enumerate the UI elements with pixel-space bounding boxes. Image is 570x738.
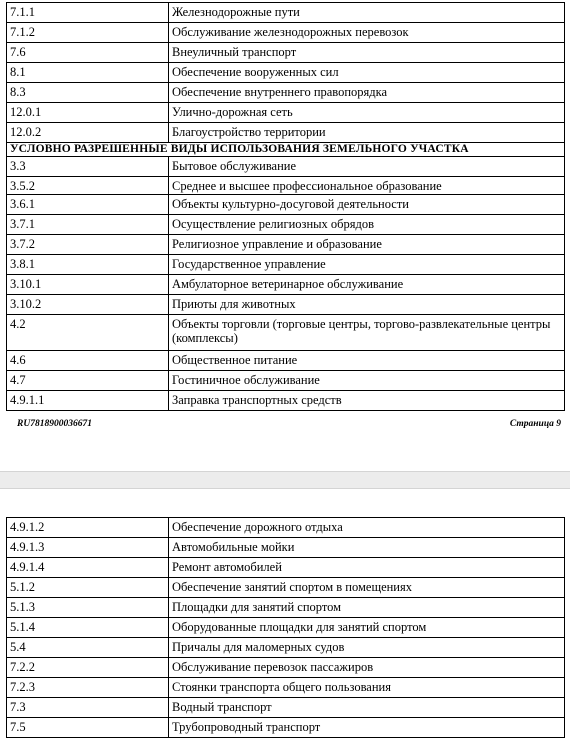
row-code: 5.1.3: [7, 598, 169, 618]
row-code: 4.2: [7, 315, 169, 351]
row-name: Осуществление религиозных обрядов: [169, 215, 565, 235]
table-row: [7, 83, 565, 103]
page-number: Страница 9: [509, 419, 561, 429]
table-row: [7, 123, 565, 143]
table-row: [7, 678, 565, 698]
row-name: Гостиничное обслуживание: [169, 371, 565, 391]
document-id: RU7818900036671: [17, 419, 92, 429]
row-code: 3.3: [7, 157, 169, 177]
row-name: Заправка транспортных средств: [169, 391, 565, 411]
row-code: 12.0.2: [7, 123, 169, 143]
row-code: 4.6: [7, 351, 169, 371]
row-code: 5.1.2: [7, 578, 169, 598]
row-code: 7.3: [7, 698, 169, 718]
document-page-10: [0, 489, 570, 734]
row-code: 5.1.4: [7, 618, 169, 638]
row-name: Приюты для животных: [169, 295, 565, 315]
table-row: [7, 295, 565, 315]
land-use-table-page-10: [6, 517, 565, 738]
table-row: [7, 23, 565, 43]
row-name: Среднее и высшее профессиональное образование: [169, 177, 565, 195]
row-code: 7.5: [7, 718, 169, 738]
row-name: Религиозное управление и образование: [169, 235, 565, 255]
row-code: 4.9.1.1: [7, 391, 169, 411]
table-row: [7, 391, 565, 411]
table-row: [7, 3, 565, 23]
row-name: Обслуживание железнодорожных перевозок: [169, 23, 565, 43]
row-name: Ремонт автомобилей: [169, 558, 565, 578]
row-code: 4.7: [7, 371, 169, 391]
table-row: [7, 618, 565, 638]
row-name: Обслуживание перевозок пассажиров: [169, 658, 565, 678]
section-heading-row: [7, 143, 565, 157]
row-code: 8.3: [7, 83, 169, 103]
row-name: Обеспечение занятий спортом в помещениях: [169, 578, 565, 598]
row-name: Бытовое обслуживание: [169, 157, 565, 177]
table-row: [7, 538, 565, 558]
row-code: 12.0.1: [7, 103, 169, 123]
table-row: [7, 195, 565, 215]
table-row: [7, 351, 565, 371]
table-row: [7, 215, 565, 235]
row-code: 8.1: [7, 63, 169, 83]
row-name: Водный транспорт: [169, 698, 565, 718]
row-name: Причалы для маломерных судов: [169, 638, 565, 658]
row-name: Общественное питание: [169, 351, 565, 371]
table-row: [7, 518, 565, 538]
row-code: 3.6.1: [7, 195, 169, 215]
row-code: 3.5.2: [7, 177, 169, 195]
table-row: [7, 371, 565, 391]
row-name: Обеспечение дорожного отдыха: [169, 518, 565, 538]
row-name: Стоянки транспорта общего пользования: [169, 678, 565, 698]
row-code: 7.2.2: [7, 658, 169, 678]
row-code: 7.1.1: [7, 3, 169, 23]
row-code: 3.7.1: [7, 215, 169, 235]
row-code: 4.9.1.3: [7, 538, 169, 558]
table-row: [7, 235, 565, 255]
row-name: Объекты торговли (торговые центры, торгово-развлекательные центры (комплексы): [169, 315, 565, 351]
table-row: [7, 43, 565, 63]
table-row: [7, 255, 565, 275]
row-name: Железнодорожные пути: [169, 3, 565, 23]
row-code: 4.9.1.2: [7, 518, 169, 538]
table-row: [7, 658, 565, 678]
land-use-table-page-9: [6, 2, 565, 411]
page-separator: [0, 471, 570, 489]
row-name: Амбулаторное ветеринарное обслуживание: [169, 275, 565, 295]
table-row: [7, 598, 565, 618]
row-code: 3.10.1: [7, 275, 169, 295]
table-row: [7, 578, 565, 598]
row-name: Площадки для занятий спортом: [169, 598, 565, 618]
row-code: 7.2.3: [7, 678, 169, 698]
table-row: [7, 103, 565, 123]
row-name: Обеспечение внутреннего правопорядка: [169, 83, 565, 103]
row-code: 3.7.2: [7, 235, 169, 255]
row-name: Государственное управление: [169, 255, 565, 275]
table-row: [7, 718, 565, 738]
row-code: 7.6: [7, 43, 169, 63]
row-name: Трубопроводный транспорт: [169, 718, 565, 738]
row-code: 3.8.1: [7, 255, 169, 275]
row-code: 4.9.1.4: [7, 558, 169, 578]
row-code: 7.1.2: [7, 23, 169, 43]
row-name: Автомобильные мойки: [169, 538, 565, 558]
row-name: Благоустройство территории: [169, 123, 565, 143]
table-row: [7, 63, 565, 83]
table-row: [7, 315, 565, 351]
table-row: [7, 157, 565, 177]
table-row: [7, 275, 565, 295]
row-code: 5.4: [7, 638, 169, 658]
table-row: [7, 558, 565, 578]
row-name: Обеспечение вооруженных сил: [169, 63, 565, 83]
row-name: Улично-дорожная сеть: [169, 103, 565, 123]
row-name: Объекты культурно-досуговой деятельности: [169, 195, 565, 215]
section-heading: УСЛОВНО РАЗРЕШЕННЫЕ ВИДЫ ИСПОЛЬЗОВАНИЯ ЗЕМЕЛЬНОГО УЧАСТКА: [7, 143, 565, 157]
table-row: [7, 638, 565, 658]
row-name: Внеуличный транспорт: [169, 43, 565, 63]
table-row: [7, 698, 565, 718]
table-row: [7, 177, 565, 195]
row-code: 3.10.2: [7, 295, 169, 315]
row-name: Оборудованные площадки для занятий спортом: [169, 618, 565, 638]
